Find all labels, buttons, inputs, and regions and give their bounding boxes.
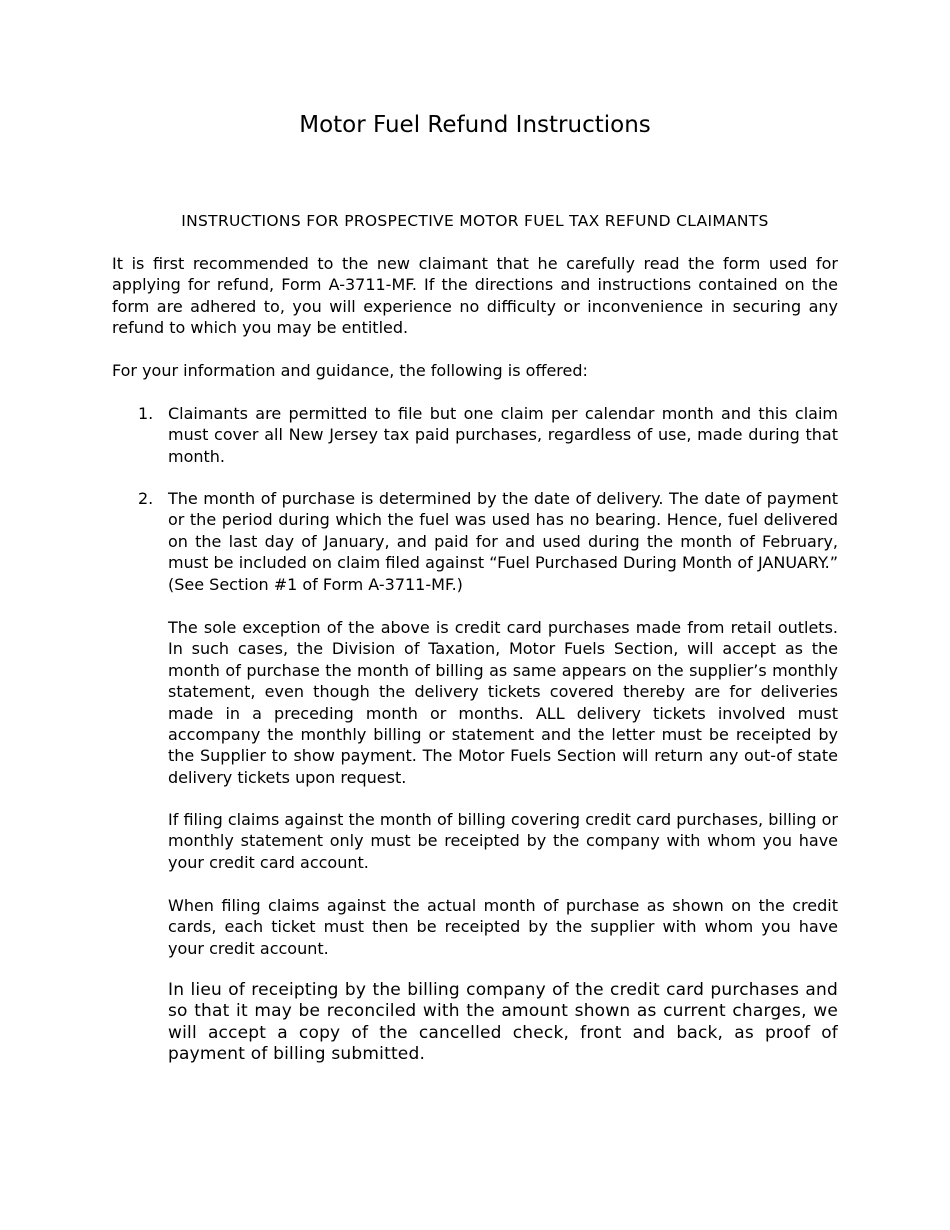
list-item-paragraph: The sole exception of the above is credit card purchases made from retail outlets. In such cases, the Division of Taxation, Motor Fuels Section, will accept as the month of purchase the month of billing as same appears on the supplier’s monthly statement, even though the delivery tickets covered thereby are for deliveries made in a preceding month or months. ALL delivery tickets involved must accompany the monthly billing or statement and the letter must be receipted by the Supplier to show payment. The Motor Fuels Section will return any out-of state delivery tickets upon request.	[168, 618, 838, 787]
page-title: Motor Fuel Refund Instructions	[299, 112, 651, 138]
section-heading: INSTRUCTIONS FOR PROSPECTIVE MOTOR FUEL TAX REFUND CLAIMANTS	[181, 212, 769, 230]
guidance-paragraph: For your information and guidance, the following is offered:	[112, 361, 588, 380]
list-item-number: 2.	[138, 489, 154, 508]
list-item-paragraph: In lieu of receipting by the billing company of the credit card purchases and so that it may be reconciled with the amount shown as current charges, we will accept a copy of the cancelled check, front and back, as proof of payment of billing submitted.	[168, 980, 838, 1065]
list-item-paragraph: Claimants are permitted to file but one claim per calendar month and this claim must cover all New Jersey tax paid purchases, regardless of use, made during that month.	[168, 404, 838, 466]
list-item-number: 1.	[138, 404, 154, 423]
list-item-paragraph: If filing claims against the month of billing covering credit card purchases, billing or monthly statement only must be receipted by the company with whom you have your credit card account.	[168, 810, 838, 872]
list-item-paragraph: When filing claims against the actual month of purchase as shown on the credit cards, each ticket must then be receipted by the supplier with whom you have your credit account.	[168, 896, 838, 958]
intro-paragraph: It is first recommended to the new claimant that he carefully read the form used for applying for refund, Form A-3711-MF. If the directions and instructions contained on the form are adhered to, you will experience no difficulty or inconvenience in securing any refund to which you may be entitled.	[112, 254, 838, 338]
list-item-paragraph: The month of purchase is determined by the date of delivery. The date of payment or the period during which the fuel was used has no bearing. Hence, fuel delivered on the last day of January, and paid for and used during the month of February, must be included on claim filed against “Fuel Purchased During Month of JANUARY.” (See Section #1 of Form A-3711-MF.)	[168, 489, 838, 594]
